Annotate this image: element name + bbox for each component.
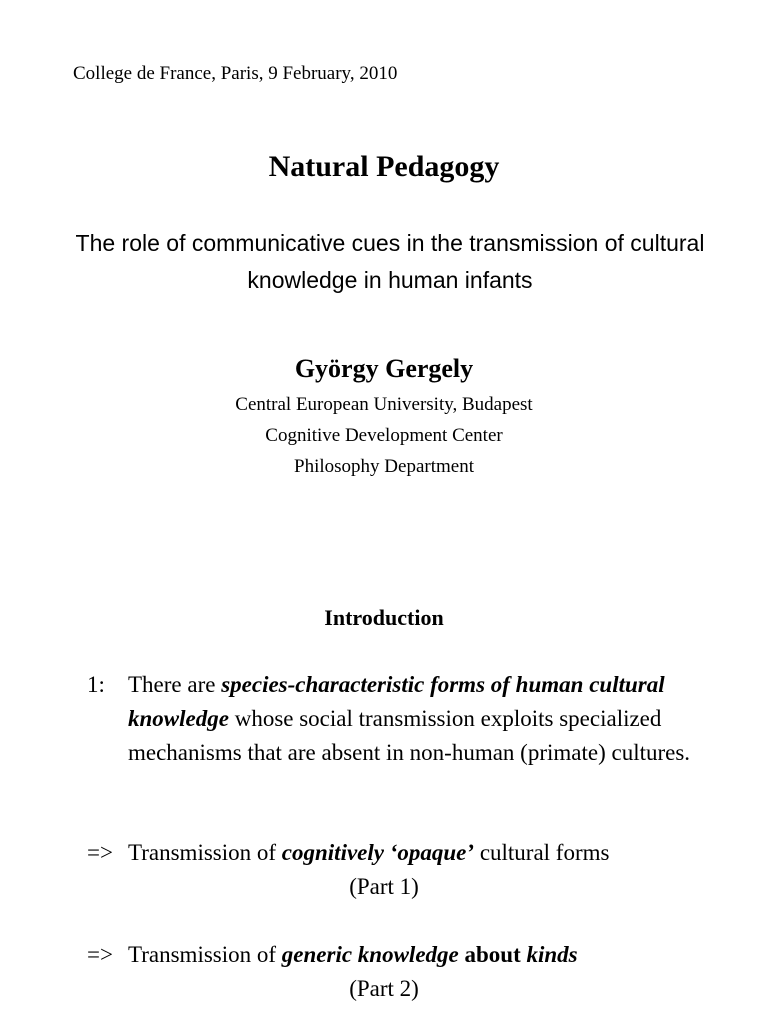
- point-3-part-label: (Part 2): [349, 976, 419, 1001]
- point-3-emphasis-2: kinds: [526, 942, 578, 967]
- point-2-text: [128, 836, 718, 870]
- point-3-marker: =>: [87, 942, 113, 967]
- point-3-bold: about: [458, 942, 527, 967]
- point-3-text-a: Transmission of: [128, 942, 282, 967]
- point-1-text: [128, 668, 718, 770]
- point-3-text: [128, 938, 718, 972]
- point-1-marker: 1:: [87, 672, 105, 697]
- point-2-emphasis: cognitively ‘opaque’: [281, 840, 475, 865]
- point-3-emphasis: generic knowledge: [281, 942, 459, 967]
- point-1-text-b: whose social transmission exploits specialized mechanisms that are absent in non-human (primate) cultures.: [128, 706, 691, 765]
- page-title: Natural Pedagogy: [268, 150, 500, 183]
- author-name: György Gergely: [294, 354, 474, 383]
- affiliation-center: Cognitive Development Center: [265, 425, 503, 446]
- point-1-emphasis: species-characteristic forms of human cultural knowledge: [128, 672, 665, 731]
- point-2-text-a: Transmission of: [128, 840, 282, 865]
- venue-line: College de France, Paris, 9 February, 2010: [73, 63, 398, 84]
- point-2-part-label: (Part 1): [349, 874, 419, 899]
- point-1-text-a: There are: [128, 672, 222, 697]
- point-2-text-b: cultural forms: [474, 840, 610, 865]
- point-2-marker: =>: [87, 840, 113, 865]
- section-heading: Introduction: [324, 605, 444, 630]
- affiliation-department: Philosophy Department: [294, 456, 474, 477]
- affiliation-university: Central European University, Budapest: [235, 394, 533, 415]
- subtitle: The role of communicative cues in the transmission of cultural knowledge in human infants: [75, 230, 705, 293]
